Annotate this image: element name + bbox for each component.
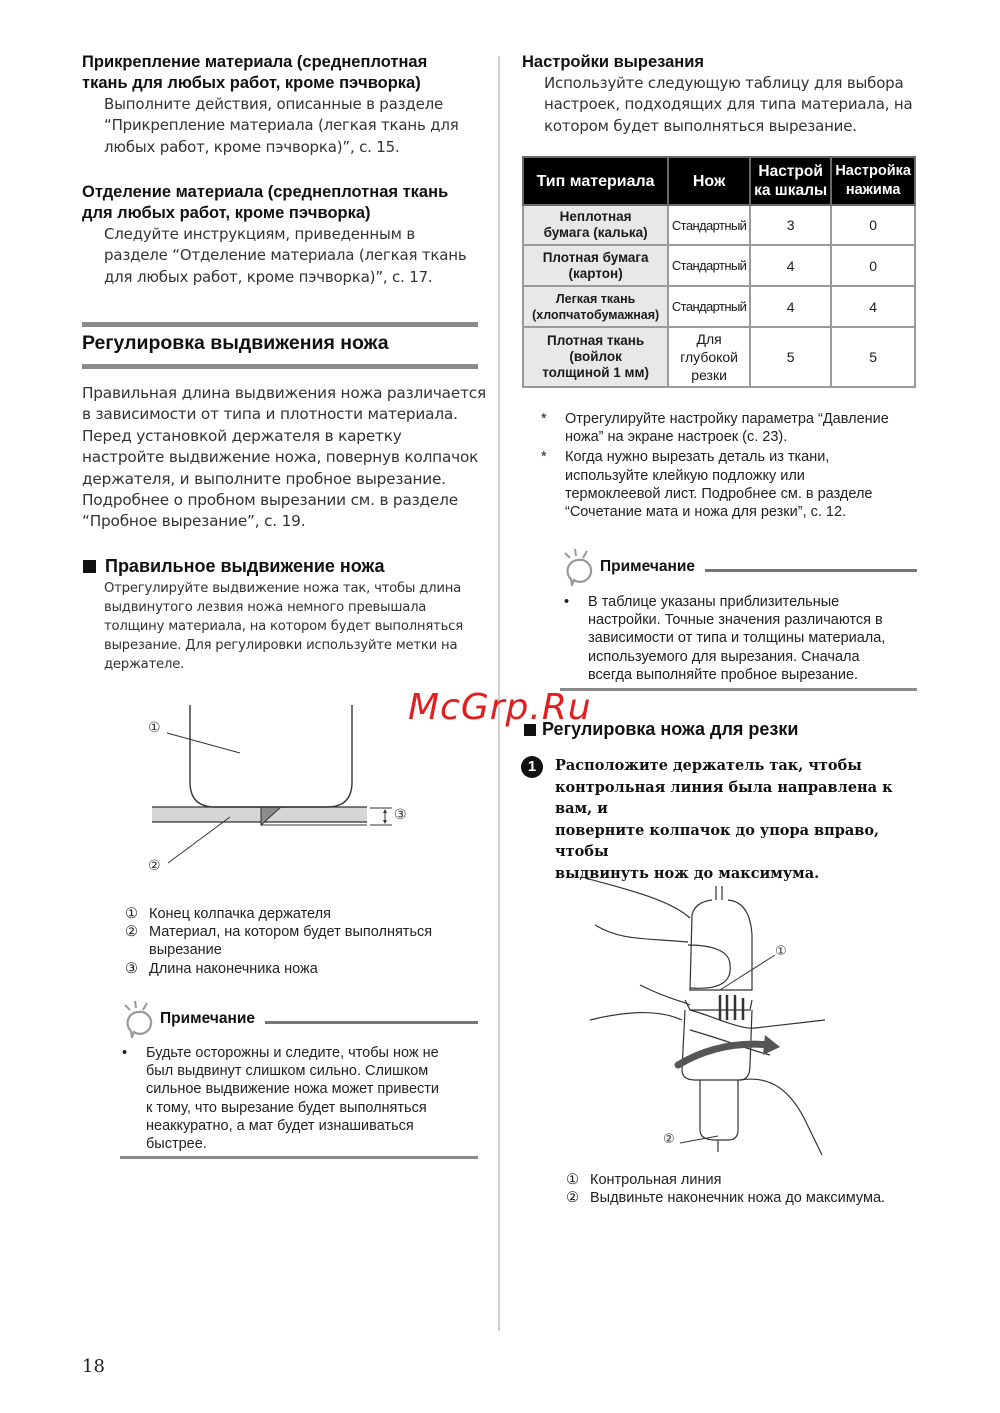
cell-knife: Стандартный (668, 245, 750, 286)
square-bullet-icon (83, 560, 96, 573)
footnote: * Отрегулируйте настройку параметра “Давление ножа” на экране настроек (с. 23). (541, 411, 889, 446)
note-end-rule (120, 1156, 478, 1159)
cell-knife: Для глубокой резки (668, 327, 750, 387)
detach-material-block (82, 182, 492, 288)
callout-2: ② (148, 858, 161, 874)
table-row (523, 327, 915, 387)
callout-3: ③ (394, 807, 407, 823)
table-footnotes (541, 410, 926, 521)
table-row (523, 205, 915, 245)
section-rule-top (82, 322, 478, 327)
section-title: Регулировка выдвижения ножа (82, 332, 389, 354)
note-rule (265, 1021, 478, 1024)
lightbulb-note-icon (120, 1000, 156, 1038)
cell-pressure: 4 (831, 286, 915, 327)
attach-material-block (82, 52, 492, 158)
cell-knife: Стандартный (668, 205, 750, 245)
callout-1: ① (775, 944, 787, 959)
table-header-row (523, 157, 915, 205)
watermark: McGrp.Ru (408, 687, 592, 728)
blade-extension-diagram (120, 690, 420, 890)
blade-cap-illustration-icon (120, 690, 420, 890)
cell-scale: 3 (750, 205, 831, 245)
step-instruction: Расположите держатель так, чтобы контрольная линия была направлена к вам, и поверните колпачок до упора вправо, чтобы выдвинуть нож до максимума. (555, 757, 893, 882)
detach-heading: Отделение материала (среднеплотная ткань для любых работ, кроме пэчворка) (82, 183, 449, 222)
cell-scale: 4 (750, 286, 831, 327)
cell-scale: 5 (750, 327, 831, 387)
cut-settings-heading: Настройки вырезания (522, 53, 705, 71)
callout-2: ② (663, 1132, 675, 1147)
legend-item: ② Выдвиньте наконечник ножа до максимума. (566, 1190, 886, 1207)
footnote: * Когда нужно вырезать деталь из ткани, используйте клейкую подложку или термоклеевой лист. Подробнее см. в разделе “Сочетание мата и ножа для резки”, с. 12. (541, 449, 873, 521)
cell-material: Неплотная бумага (калька) (523, 205, 668, 245)
callout-1: ① (148, 720, 161, 736)
cell-material: Плотная бумага (картон) (523, 245, 668, 286)
note-rule (705, 569, 917, 572)
legend-item: ① Контрольная линия (566, 1172, 722, 1188)
col-knife: Нож (668, 157, 750, 205)
section-body: Правильная длина выдвижения ножа различается в зависимости от типа и плотности материала. Перед установкой держателя в каретку настройте выдвижение ножа, повернув колпачок держателя, и выполните пробное вырезание. Подробнее о пробном вырезании см. в разделе “Пробное вырезание”, с. 19. (82, 384, 486, 531)
lightbulb-note-icon (560, 548, 596, 586)
correct-extension-body: Отрегулируйте выдвижение ножа так, чтобы длина выдвинутого лезвия ножа немного превышала толщину материала, на котором будет выполняться вырезание. Для регулировки используйте метки на держателе. (104, 581, 463, 672)
cell-pressure: 0 (831, 245, 915, 286)
note-body: • В таблице указаны приблизительные настройки. Точные значения различаются в зависимости от типа и толщины материала, используемого для вырезания. Сначала всегда выполняйте пробное вырезание. (564, 594, 886, 683)
illustration-legend (566, 1171, 926, 1207)
hand-turning-cap-icon (570, 860, 830, 1160)
diagram-legend (125, 905, 485, 978)
cut-settings-table (522, 156, 916, 388)
cut-settings-block (522, 52, 922, 137)
adjust-blade-heading: Регулировка ножа для резки (524, 719, 798, 740)
attach-heading: Прикрепление материала (среднеплотная ткань для любых работ, кроме пэчворка) (82, 53, 428, 92)
note-header: Примечание (120, 1000, 478, 1038)
cell-pressure: 0 (831, 205, 915, 245)
cell-pressure: 5 (831, 327, 915, 387)
col-pressure: Настройка нажима (831, 157, 915, 205)
cell-material: Легкая ткань (хлопчатобумажная) (523, 286, 668, 327)
table-row (523, 245, 915, 286)
legend-item: ① Конец колпачка держателя (125, 906, 331, 922)
holder-adjust-illustration (570, 860, 830, 1160)
detach-body: Следуйте инструкциям, приведенным в разделе “Отделение материала (легкая ткань для любых работ, кроме пэчворка)”, с. 17. (104, 225, 467, 286)
legend-item: ② Материал, на котором будет выполняться вырезание (125, 924, 433, 959)
note-header: Примечание (560, 548, 917, 586)
col-scale: Настрой ка шкалы (750, 157, 831, 205)
cell-knife: Стандартный (668, 286, 750, 327)
cut-settings-body: Используйте следующую таблицу для выбора настроек, подходящих для типа материала, на котором будет выполняться вырезание. (544, 74, 913, 135)
legend-item: ③ Длина наконечника ножа (125, 960, 318, 977)
col-material: Тип материала (523, 157, 668, 205)
cell-material: Плотная ткань (войлок толщиной 1 мм) (523, 327, 668, 387)
page-number: 18 (82, 1356, 105, 1377)
step-number-badge: 1 (521, 756, 543, 778)
table-row (523, 286, 915, 327)
attach-body: Выполните действия, описанные в разделе “Прикрепление материала (легкая ткань для любых работ, кроме пэчворка)”, с. 15. (104, 95, 459, 156)
note-end-rule (560, 688, 917, 691)
note-body: • Будьте осторожны и следите, чтобы нож не был выдвинут слишком сильно. Слишком сильное выдвижение ножа может привести к тому, что вырезание будет выполняться неаккуратно, а мат будет изнашиваться быстрее. (122, 1045, 440, 1153)
cell-scale: 4 (750, 245, 831, 286)
section-rule-bottom (82, 364, 478, 369)
correct-extension-heading: Правильное выдвижение ножа (83, 556, 385, 577)
